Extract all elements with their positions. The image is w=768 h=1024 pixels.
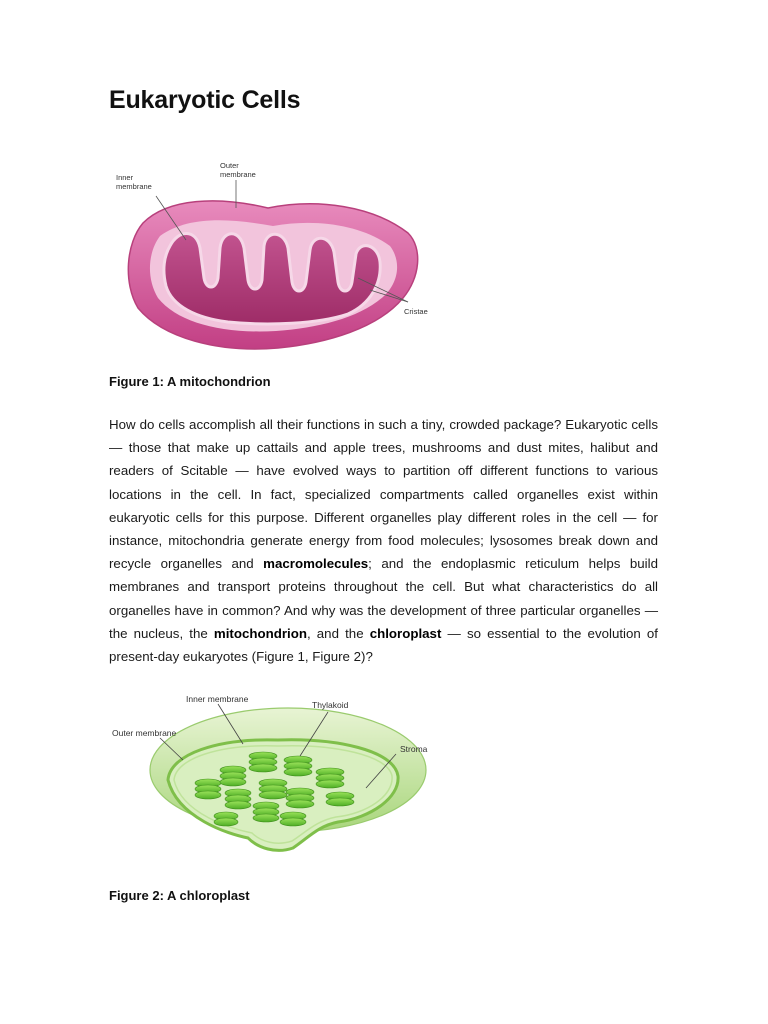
body-text-part3: , and the: [306, 625, 370, 641]
label-outer-membrane-1: Outer: [220, 161, 239, 170]
label-outer-membrane: Outer membrane: [112, 728, 177, 738]
body-text-part2: ; and the endoplasmic reticulum helps build membranes and transport proteins throughout the cell. But what characteristics do all organelles have in common? And why was the development of three particular organelles — the nucleus, the: [109, 556, 658, 641]
figure2-caption: Figure 2: A chloroplast: [109, 888, 250, 903]
term-macromolecules: macromolecules: [263, 556, 369, 572]
body-text-part1: How do cells accomplish all their functions in such a tiny, crowded package? Eukaryotic cells — those that make up cattails and apple trees, mushrooms and dust mites, halibut and readers of Scitable — have evolved ways to partition off different functions to various locations in the cell. In fact, specialized compartments called organelles exist within eukaryotic cells for this purpose. Different organelles play different roles in the cell — for instance, mitochondria generate energy from food molecules; lysosomes break down and recycle organelles and: [109, 417, 658, 572]
label-cristae: Cristae: [404, 307, 428, 316]
chloroplast-figure: [108, 688, 438, 863]
body-text-part4: — so essential to the evolution of present-day eukaryotes (Figure 1, Figure 2)?: [109, 625, 658, 665]
label-stroma: Stroma: [400, 744, 428, 754]
mitochondrion-figure: [108, 158, 438, 363]
figure1-caption: Figure 1: A mitochondrion: [109, 374, 271, 389]
label-thylakoid: Thylakoid: [312, 700, 349, 710]
label-inner-membrane-1: Inner: [116, 173, 134, 182]
page-title: Eukaryotic Cells: [109, 86, 301, 114]
label-inner-membrane-2: membrane: [116, 182, 152, 191]
body-paragraph: [109, 413, 658, 668]
label-inner-membrane: Inner membrane: [186, 694, 249, 704]
term-mitochondrion: mitochondrion: [213, 625, 307, 641]
label-outer-membrane-2: membrane: [220, 170, 256, 179]
term-chloroplast: chloroplast: [369, 625, 442, 641]
